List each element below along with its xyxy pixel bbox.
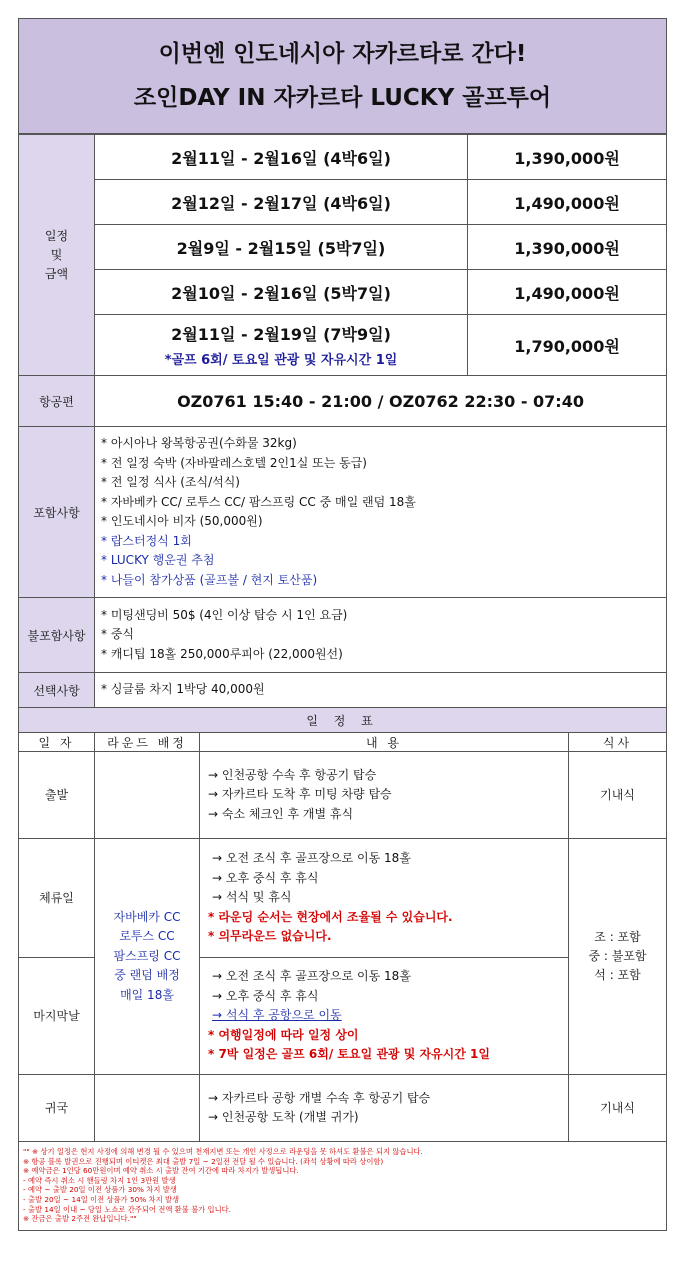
- round-depart-empty: [95, 752, 200, 839]
- notes-box: [19, 1142, 667, 1231]
- optional-item: * 싱글룸 차지 1박당 40,000원: [95, 673, 667, 708]
- schedule-price-3: 1,390,000원: [468, 225, 667, 270]
- return-content: [200, 1075, 569, 1142]
- included-highlight-1: * 랍스터정식 1회: [101, 533, 192, 548]
- last-red-2: * 7박 일정은 골프 6회/ 토요일 관광 및 자유시간 1일: [208, 1047, 490, 1062]
- itinerary-title: 일 정 표: [19, 708, 667, 733]
- schedule-price-4: 1,490,000원: [468, 270, 667, 315]
- schedule-price-5: 1,790,000원: [468, 315, 667, 376]
- included-list: [95, 427, 667, 598]
- golf-line-3: 팜스프링 CC: [113, 948, 181, 963]
- note-5: - 예약 ~ 출발 20일 이전 상품가 30% 차지 발생: [23, 1185, 177, 1195]
- schedule-dates-4: 2월10일 - 2월16일 (5박7일): [95, 270, 468, 315]
- stay-red-1: * 라운딩 순서는 현장에서 조율될 수 있습니다.: [208, 909, 453, 924]
- return-line-1: → 자카르타 공항 개별 수속 후 항공기 탑승: [208, 1090, 431, 1105]
- header-round: 라운드 배정: [95, 733, 200, 752]
- note-2: ※ 항공 블록 발권으로 진행되며 이티켓은 최대 출발 7일 ~ 2일전 전달 될 수 있습니다. (좌석 상황에 따라 상이함): [23, 1156, 384, 1166]
- included-highlight-3: * 나들이 참가상품 (골프볼 / 현지 토산품): [101, 572, 318, 587]
- tour-table: [18, 18, 667, 1231]
- included-item-4: * 자바베카 CC/ 로투스 CC/ 팜스프링 CC 중 매일 랜덤 18홀: [101, 494, 416, 509]
- flight-label: 항공편: [19, 376, 95, 427]
- golf-line-5: 매일 18홀: [120, 987, 174, 1002]
- header-date: 일 자: [19, 733, 95, 752]
- schedule-note-5: *골프 6회/ 토요일 관광 및 자유시간 1일: [164, 353, 398, 368]
- last-line-2: → 오후 중식 후 휴식: [212, 988, 319, 1003]
- included-item-5: * 인도네시아 비자 (50,000원): [101, 514, 263, 528]
- title-line-1: 이번엔 인도네시아 자카르타로 간다!: [158, 41, 527, 67]
- included-item-3: * 전 일정 식사 (조식/석식): [101, 475, 240, 489]
- day-return: 귀국: [19, 1075, 95, 1142]
- meal-depart: 기내식: [569, 752, 667, 839]
- depart-line-1: → 인천공항 수속 후 항공기 탑승: [208, 767, 377, 782]
- schedule-label: [19, 134, 95, 376]
- note-1: "" ※ 상기 일정은 현지 사정에 의해 변경 될 수 있으며 천재지변 또는 개인 사정으로 라운딩을 못 하셔도 환불은 되지 않습니다.: [23, 1147, 423, 1156]
- stay-red-2: * 의무라운드 없습니다.: [208, 929, 332, 944]
- meals-mid: [569, 839, 667, 1075]
- schedule-label-text: 일정 및 금액: [44, 228, 69, 281]
- schedule-dates-3: 2월9일 - 2월15일 (5박7일): [95, 225, 468, 270]
- note-7: - 출발 14일 이내 ~ 당일 노쇼로 간주되어 전액 환불 불가 입니다.: [23, 1204, 231, 1214]
- note-4: - 예약 즉시 취소 시 핸들링 차지 1인 3만원 발생: [23, 1175, 176, 1185]
- golf-line-2: 로투스 CC: [119, 929, 175, 944]
- meal-lunch: 중 : 불포함: [588, 949, 647, 963]
- included-item-1: * 아시아나 왕복항공권(수화물 32kg): [101, 436, 297, 450]
- excluded-list: [95, 598, 667, 673]
- round-return-empty: [95, 1075, 200, 1142]
- excluded-label: 불포함사항: [19, 598, 95, 673]
- stay-line-3: → 석식 및 휴식: [212, 890, 292, 905]
- note-6: - 출발 20일 ~ 14일 이전 상품가 50% 차지 발생: [23, 1194, 180, 1204]
- last-red-1: * 여행일정에 따라 일정 상이: [208, 1027, 359, 1042]
- last-blue-line: → 석식 후 공항으로 이동: [212, 1008, 342, 1023]
- meal-dinner: 석 : 포함: [594, 968, 641, 982]
- golf-assignment: [95, 839, 200, 1075]
- meal-breakfast: 조 : 포함: [594, 930, 641, 944]
- optional-label: 선택사항: [19, 673, 95, 708]
- included-highlight-2: * LUCKY 행운권 추첨: [101, 553, 215, 567]
- schedule-dates-5-cell: [95, 315, 468, 376]
- stay-line-2: → 오후 중식 후 휴식: [212, 870, 319, 885]
- schedule-price-2: 1,490,000원: [468, 180, 667, 225]
- title-banner: [19, 19, 667, 135]
- depart-line-2: → 자카르타 도착 후 미팅 차량 탑승: [208, 787, 392, 802]
- golf-line-4: 중 랜덤 배정: [114, 968, 180, 983]
- title-line-2: 조인DAY IN 자카르타 LUCKY 골프투어: [133, 85, 552, 111]
- meal-return: 기내식: [569, 1075, 667, 1142]
- last-content: [200, 958, 569, 1075]
- depart-content: [200, 752, 569, 839]
- tour-flyer: [18, 18, 666, 1231]
- schedule-dates-5: 2월11일 - 2월19일 (7박9일): [171, 325, 391, 344]
- header-meal: 식사: [569, 733, 667, 752]
- return-line-2: → 인천공항 도착 (개별 귀가): [208, 1110, 359, 1124]
- flight-info: OZ0761 15:40 - 21:00 / OZ0762 22:30 - 07:40: [95, 376, 667, 427]
- stay-line-1: → 오전 조식 후 골프장으로 이동 18홀: [212, 851, 411, 866]
- note-8: ※ 잔금은 출발 2주전 완납입니다."": [23, 1214, 137, 1224]
- schedule-price-1: 1,390,000원: [468, 134, 667, 180]
- included-item-2: * 전 일정 숙박 (자바팔레스호텔 2인1실 또는 동급): [101, 455, 367, 470]
- schedule-dates-2: 2월12일 - 2월17일 (4박6일): [95, 180, 468, 225]
- excluded-item-3: * 캐디팁 18홀 250,000루피아 (22,000원선): [101, 646, 343, 661]
- excluded-item-2: * 중식: [101, 627, 134, 642]
- day-last: 마지막날: [19, 958, 95, 1075]
- depart-line-3: → 숙소 체크인 후 개별 휴식: [208, 806, 354, 821]
- day-depart: 출발: [19, 752, 95, 839]
- included-label: 포함사항: [19, 427, 95, 598]
- excluded-item-1: * 미팅샌딩비 50$ (4인 이상 탑승 시 1인 요금): [101, 607, 348, 622]
- header-content: 내 용: [200, 733, 569, 752]
- note-3: ※ 예약금은 1인당 60만원이며 예약 취소 시 출발 잔여 기간에 따라 차지가 발생됩니다.: [23, 1166, 299, 1176]
- golf-line-1: 자바베카 CC: [113, 909, 181, 924]
- schedule-dates-1: 2월11일 - 2월16일 (4박6일): [95, 134, 468, 180]
- stay-content: [200, 839, 569, 958]
- last-line-1: → 오전 조식 후 골프장으로 이동 18홀: [212, 969, 411, 984]
- day-stay: 체류일: [19, 839, 95, 958]
